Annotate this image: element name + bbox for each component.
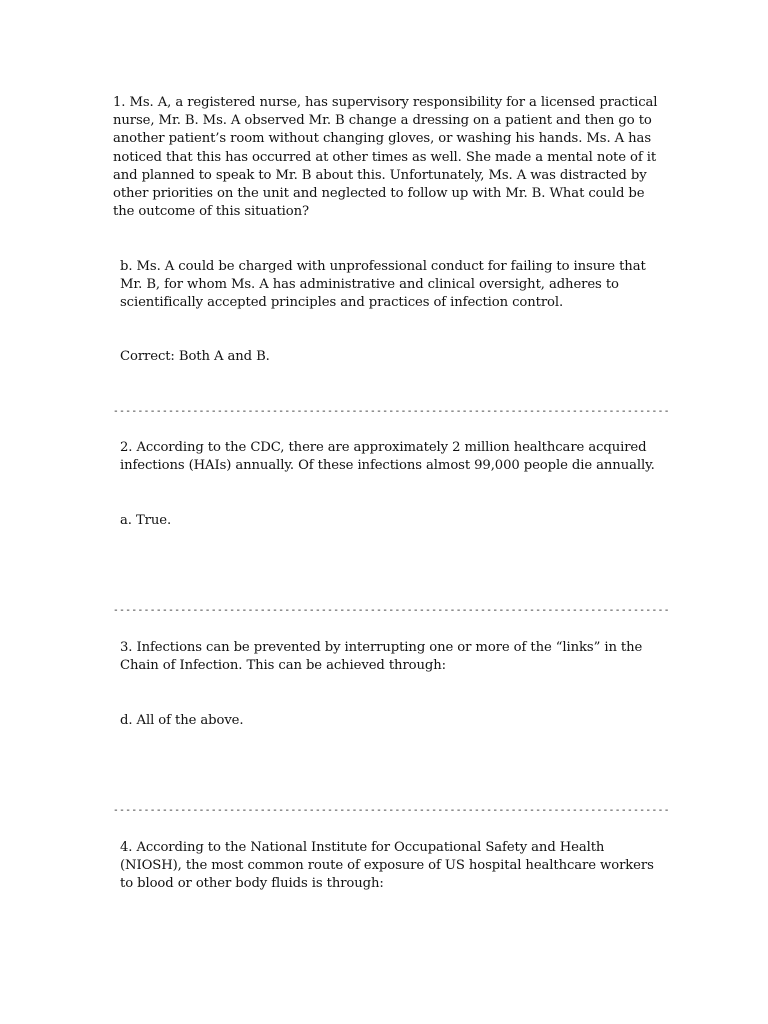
question-1-option-b: b. Ms. A could be charged with unprofessional conduct for failing to insure that Mr. B, for whom Ms. A has administrative and clinical oversight, adheres to scientifically accepted principles and practices of infection control. bbox=[120, 259, 646, 311]
separator-2: ------------------------------------------------------------------------------------------- bbox=[113, 605, 670, 616]
question-4-text: 4. According to the National Institute for Occupational Safety and Health (NIOSH), the most common route of exposure of US hospital healthcare workers to blood or other body fluids is through: bbox=[120, 840, 654, 892]
separator-1: ------------------------------------------------------------------------------------------- bbox=[113, 406, 670, 417]
question-3-answer: d. All of the above. bbox=[120, 713, 244, 728]
question-2-text: 2. According to the CDC, there are approximately 2 million healthcare acquired infections (HAIs) annually. Of these infections almost 99,000 people die annually. bbox=[120, 440, 655, 474]
question-2-answer: a. True. bbox=[120, 513, 172, 528]
question-1-correct-answer: Correct: Both A and B. bbox=[120, 349, 270, 364]
question-1-text: 1. Ms. A, a registered nurse, has supervisory responsibility for a licensed practical nurse, Mr. B. Ms. A observed Mr. B change a dressing on a patient and then go to another patient’s room without changing gloves, or washing his hands. Ms. A has noticed that this has occurred at other times as well. She made a mental note of it and planned to speak to Mr. B about this. Unfortunately, Ms. A was distracted by other priorities on the unit and neglected to follow up with Mr. B. What could be the outcome of this situation? bbox=[113, 95, 658, 220]
separator-3: ------------------------------------------------------------------------------------------- bbox=[113, 805, 670, 816]
question-3-text: 3. Infections can be prevented by interrupting one or more of the “links” in the Chain of Infection. This can be achieved through: bbox=[120, 640, 643, 674]
